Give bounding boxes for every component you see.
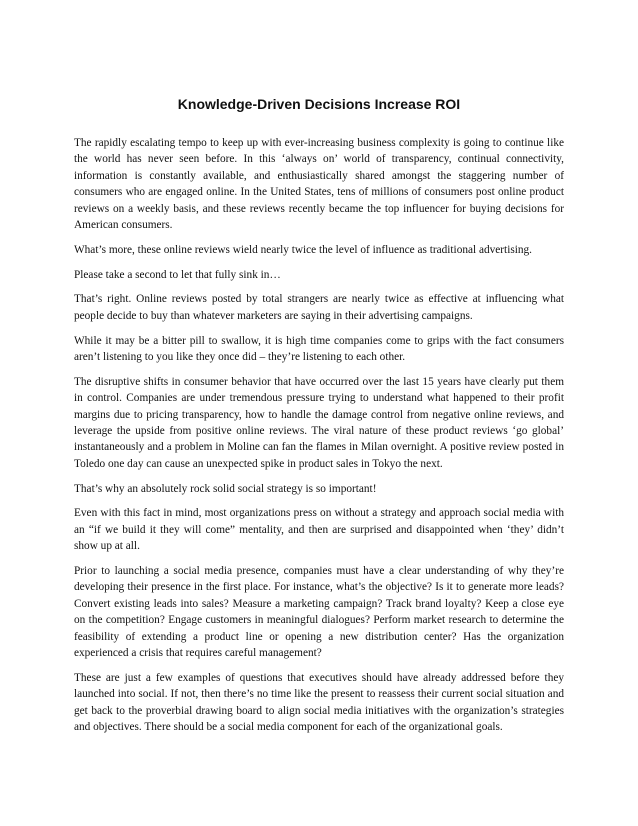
paragraph: That’s why an absolutely rock solid social strategy is so important!	[74, 482, 377, 495]
paragraph: The rapidly escalating tempo to keep up with ever-increasing business complexity is going to continue like the world has never seen before. In this ‘always on’ world of transparency, continual connectivity, information is constantly available, and enthusiastically shared amongst the staggering number of consumers who are engaged online. In the United States, tens of millions of consumers post online product reviews on a weekly basis, and these reviews recently became the top influencer for buying decisions for American consumers.	[74, 137, 564, 232]
paragraph: These are just a few examples of questions that executives should have already addressed before they launched into social. If not, then there’s no time like the present to reassess their current social situation and get back to the proverbial drawing board to align social media initiatives with the organization’s strategies and objectives. There should be a social media component for each of the organizational goals.	[74, 671, 564, 734]
document-body	[74, 135, 564, 744]
paragraph: The disruptive shifts in consumer behavior that have occurred over the last 15 years have clearly put them in control. Companies are under tremendous pressure trying to understand what happened to their profit margins due to pricing transparency, how to handle the damage control from negative online reviews, and leverage the upside from positive online reviews. The viral nature of these product reviews ‘go global’ instantaneously and a problem in Moline can fan the flames in Milan overnight. A positive review posted in Toledo one day can cause an unexpected spike in product sales in Tokyo the next.	[74, 375, 564, 470]
paragraph: That’s right. Online reviews posted by total strangers are nearly twice as effective at influencing what people decide to buy than whatever marketers are saying in their advertising campaigns.	[74, 293, 564, 322]
paragraph: What’s more, these online reviews wield nearly twice the level of influence as traditional advertising.	[74, 243, 532, 256]
paragraph: While it may be a bitter pill to swallow, it is high time companies come to grips with the fact consumers aren’t listening to you like they once did – they’re listening to each other.	[74, 334, 564, 364]
paragraph: Prior to launching a social media presence, companies must have a clear understanding of why they’re developing their presence in the first place. For instance, what’s the objective? Is it to generate more leads? Convert existing leads into sales? Measure a marketing campaign? Track brand loyalty? Keep a close eye on the competition? Engage customers in meaningful dialogues? Perform market research to determine the feasibility of extending a product line or opening a new distribution center? Has the organization experienced a crisis that requires careful management?	[74, 565, 564, 660]
paragraph: Even with this fact in mind, most organizations press on without a strategy and approach social media with an “if we build it they will come” mentality, and then are surprised and disappointed when ‘they’ didn’t show up at all.	[74, 507, 564, 553]
document-title: Knowledge-Driven Decisions Increase ROI	[177, 96, 461, 112]
paragraph: Please take a second to let that fully sink in…	[74, 268, 281, 281]
